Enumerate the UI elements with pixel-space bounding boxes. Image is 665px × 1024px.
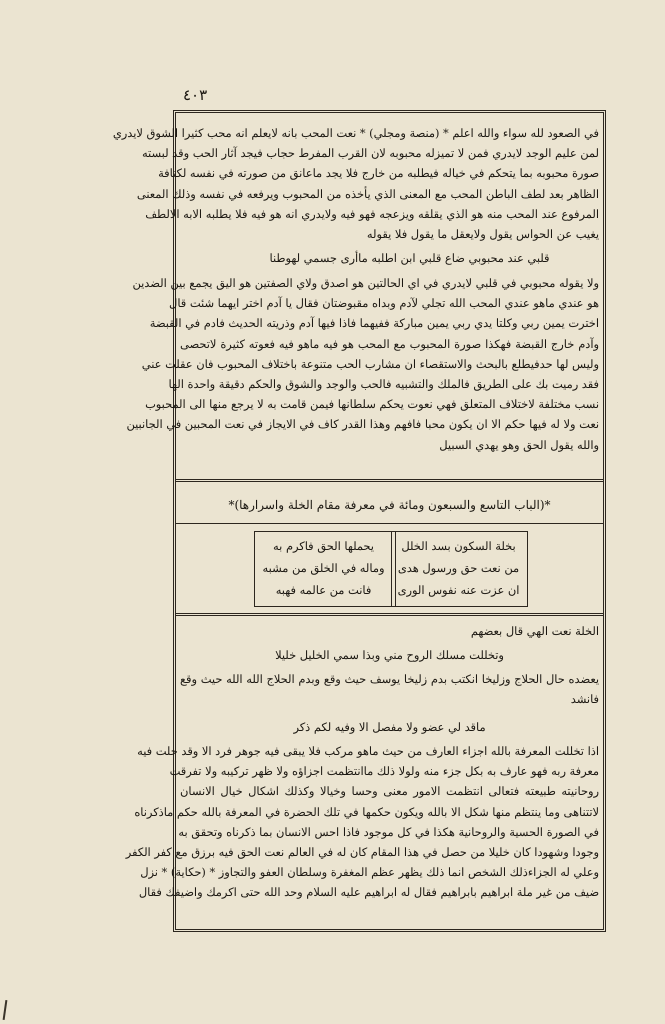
text-line: الظاهر بعد لطف الباطن المحب مع المعنى الذي يأخذه من المحبوب ويرفعه في نفسه وذلك المعنى [136,186,599,201]
text-line: نسب مختلفة لاختلاف المتعلق فهي نعوت يحكم سلطانها فيمن قامت به لا يرجع منها الى المحبوب [145,397,599,412]
text-line: وآدم خارج القبضة فهكذا صورة المحبوب مع المحب هو فيه ماهو فيه فعوته كثيرة لاتحصى [180,336,599,351]
section-intro [112,123,599,244]
chapter-title: *(الباب التاسع والسبعون ومائة في معرفة مقام الخلة واسرارها)* [228,498,551,512]
text-line: الخلة نعت الهي قال بعضهم [470,624,599,638]
text-line: وليس لها حدفيطلع بالبحث والاستقصاء ان مشارب الحب متنوعة باختلاف المحبوب فان عقلت عني [141,356,599,371]
verse-line: ماقد لي عضو ولا مفصل الا وفيه لكم ذكر [293,720,486,734]
text-line: هو عندي ماهو عندي المحب الله تجلي لآدم وبداه مقبوضتان فقال يا آدم اختر ايهما شئت قال [169,296,599,311]
verse-line: وتخللت مسلك الروح مني وبذا سمي الخليل خليلا [275,648,504,662]
poem-right-column [393,535,524,601]
text-line: لمن عليم الوجد لايدري فمن لا تميزله محبوبه لان القرب المفرط حجاب فيجد آثار الحب وقد لبسته [141,146,599,161]
poem-hemistich: من نعت حق ورسول هدى [397,561,520,575]
verse-2 [266,717,513,737]
section-divider [176,613,603,616]
text-line: وعلي له الجزاءذلك الشخص انما ذلك يظهر عظم المغفرة وسلطان العفو والتجاوز * (حكاية) * نزل [140,865,599,880]
section-divider [176,523,603,524]
text-line: فقد رميت بك على الطريق فالملك والتشبيه فالحب والوجد والشوق والحكم دقيقة واحدة الها [168,376,599,391]
poem-hemistich: ان عزت عنه نفوس الورى [397,583,520,597]
margin-mark [3,1000,8,1020]
section-marifa [125,741,599,903]
text-line: ولا يقوله محبوبي في قلبي لايدري في اي الحالتين هو اصدق ولاي الصفتين هو اليق يجمع بين الضدين [132,276,599,290]
text-line: يعضده حال الحلاج وزليخا انكتب بدم زليخا يوسف حيث وقع وبدم الحلاج الله الله حيث وقع [180,672,599,686]
text-line: والله يقول الحق وهو يهدي السبيل [439,437,599,452]
poem-hemistich: يحملها الحق فاكرم به [273,539,374,553]
text-frame [112,110,606,932]
text-line: فانشد [570,692,599,707]
page-number: ٤٠٣ [183,86,208,104]
text-line: في الصورة الحسية والروحانية هكذا في كل موجود فاذا احس الانسان بما ذكرناه وتحقق به [178,824,599,839]
poem-left-column [258,535,389,601]
verse-1 [246,248,573,268]
text-line: معرفة ربه فهو عارف به بكل جزء منه ولولا ذلك ماانتظمت اجزاؤه ولا ظهر تركيبه ولا تفرقت [169,764,599,779]
text-line: روحانيته طبيعته فتعالى انتظمت الامور معنى وحسا وخيالا وكذلك اشكال خيال الانسان [180,784,599,799]
text-line: نعت ولا له فيها حكم الا ان يكون محبا فافهم وهذا القدر كاف في الايجاز في نعت المحبين في الجانبين [126,417,599,432]
text-line: في الصعود لله سواء والله اعلم * (منصة ومجلي) * نعت المحب بانه لايعلم انه محب كثيرا الشوق لايدري [112,126,599,140]
text-line: ضيف من غير ملة ابراهيم بابراهيم فقال له ابراهيم عليه السلام وحد الله حتى اكرمك واضيفك فقال [138,885,599,900]
text-line: صورة محبوبه بما يتحكم في خياله فيطلبه من خارج فلا يجد ماعانق من صورته في نفسه لكنافة [158,166,599,181]
verse-line: قلبي عند محبوبي ضاع قلبي ابن اطلبه ماأرى جسمي لهوطنا [269,251,550,265]
text-line: لاتتناهى وما ينتظم منها شكل الا بالله ويكون حكمها في تلك الحضرة في المعرفة بالله حكم ماذكرناه [134,804,599,819]
poem-divider [391,532,396,606]
poem-hemistich: فانت من عالمه فهبه [275,583,372,597]
text-line: المرفوع عند المحب منه هو الذي يقلقه ويزعجه فهو فيه ولايدري انه هو فيه فلا يطلبه الابه الالطف [145,206,599,221]
section-body [126,273,599,455]
section-hallaj [180,669,599,709]
section-divider [176,479,603,482]
poem-table [254,531,528,607]
poem-hemistich: وماله في الخلق من مشبه [262,561,385,575]
section-khulla [180,621,599,641]
text-line: وجودا وشهودا كان خليلا من حصل في هذا المقام كان له في العالم نعت الحق فيه برزق مع كفر الكفر [125,844,599,859]
verse-khulla [246,645,533,665]
poem-hemistich: بخلة السكون بسد الخلل [401,539,516,553]
text-line: يغيب عن الحواس يقول ولايعقل ما يقول فلا يقوله [366,226,599,241]
text-line: اذا تخللت المعرفة بالله اجزاء العارف من حيث ماهو مركب فلا يبقى فيه جوهر فرد الا وقد حلت فيه [137,744,599,758]
text-line: اخترت يمين ربي وكلتا يدي ربي يمين مباركة ففيهما فاذا فيها آدم وذريته الحديث فادم في القبضة [149,316,599,331]
